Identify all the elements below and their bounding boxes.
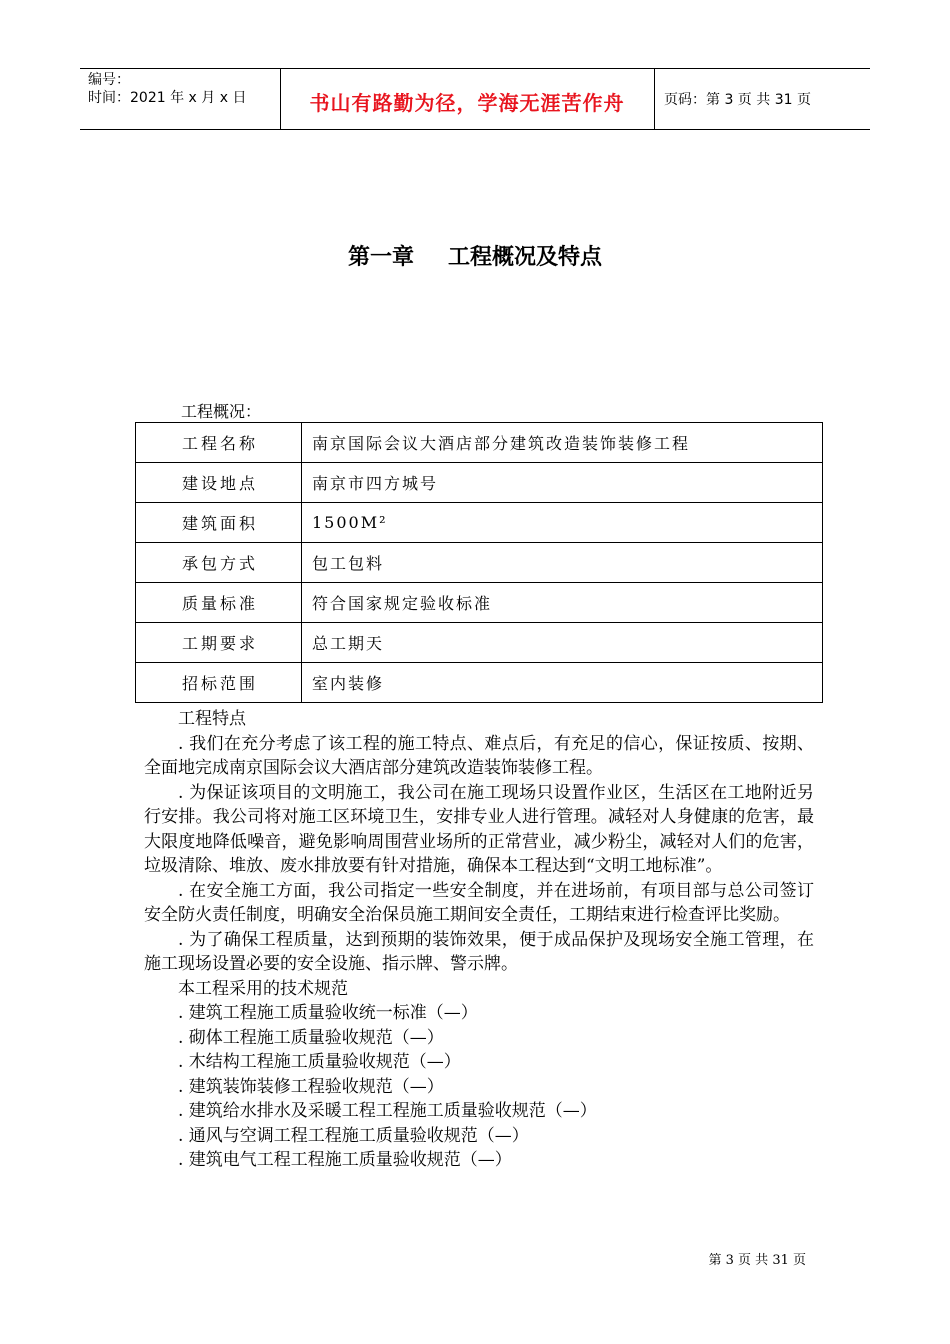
feature-paragraph: . 在安全施工方面，我公司指定一些安全制度，并在进场前，有项目部与总公司签订安全防火责任制度，明确安全治保员施工期间安全责任，工期结束进行检查评比奖励。	[144, 880, 814, 925]
table-value-cell: 南京国际会议大酒店部分建筑改造装饰装修工程	[302, 423, 823, 463]
table-value-cell: 包工包料	[302, 543, 823, 583]
spec-item: . 通风与空调工程工程施工质量验收规范（—）	[178, 1125, 529, 1146]
table-row	[136, 543, 823, 583]
table-row	[136, 463, 823, 503]
table-value-cell: 1500M²	[302, 503, 823, 543]
page-footer: 第 3 页 共 31 页	[708, 1253, 806, 1268]
feature-paragraphs	[144, 732, 814, 977]
table-key-cell: 承包方式	[136, 543, 302, 583]
header-motto: 书山有路勤为径，学海无涯苦作舟	[309, 91, 625, 115]
table-row	[136, 663, 823, 703]
table-row	[136, 503, 823, 543]
feature-paragraph: . 为了确保工程质量，达到预期的装饰效果，便于成品保护及现场安全施工管理，在施工现场设置必要的安全设施、指示牌、警示牌。	[144, 929, 814, 974]
table-key-cell: 工期要求	[136, 623, 302, 663]
body-text	[144, 707, 814, 1173]
header-page-info: 页码：第 3 页 共 31 页	[664, 92, 811, 108]
table-value-cell: 符合国家规定验收标准	[302, 583, 823, 623]
page-header	[80, 68, 870, 130]
table-row	[136, 583, 823, 623]
header-number-label: 编号：	[88, 72, 130, 88]
header-divider	[654, 69, 655, 129]
table-value-cell: 室内装修	[302, 663, 823, 703]
spec-list	[144, 1001, 814, 1173]
table-row	[136, 623, 823, 663]
features-label: 工程特点	[178, 709, 246, 729]
table-row	[136, 423, 823, 463]
table-value-cell: 总工期天	[302, 623, 823, 663]
spec-item: . 建筑给水排水及采暖工程工程施工质量验收规范（—）	[178, 1101, 597, 1121]
table-key-cell: 建筑面积	[136, 503, 302, 543]
table-key-cell: 招标范围	[136, 663, 302, 703]
spec-item: . 建筑装饰装修工程验收规范（—）	[178, 1076, 444, 1097]
project-info-table	[135, 422, 823, 703]
table-key-cell: 建设地点	[136, 463, 302, 503]
feature-paragraph: . 我们在充分考虑了该工程的施工特点、难点后，有充足的信心，保证按质、按期、全面地完成南京国际会议大酒店部分建筑改造装饰装修工程。	[144, 733, 814, 778]
overview-label: 工程概况：	[181, 402, 262, 421]
spec-item: . 砌体工程施工质量验收规范（—）	[178, 1027, 444, 1048]
spec-item: . 木结构工程施工质量验收规范（—）	[178, 1052, 461, 1072]
chapter-number: 第一章	[347, 245, 414, 270]
table-key-cell: 工程名称	[136, 423, 302, 463]
spec-title: 本工程采用的技术规范	[178, 978, 348, 999]
spec-item: . 建筑电气工程工程施工质量验收规范（—）	[178, 1150, 512, 1170]
feature-paragraph: . 为保证该项目的文明施工，我公司在施工现场只设置作业区，生活区在工地附近另行安排。我公司将对施工区环境卫生，安排专业人进行管理。减轻对人身健康的危害，最大限度地降低噪音，避免影响周围营业场所的正常营业，减少粉尘，减轻对人们的危害，垃圾清除、堆放、废水排放要有针对措施，确保本工程达到“文明工地标准”。	[144, 782, 814, 876]
spec-item: . 建筑工程施工质量验收统一标准（—）	[178, 1003, 478, 1023]
table-key-cell: 质量标准	[136, 583, 302, 623]
header-meta	[88, 71, 246, 107]
chapter-title	[0, 240, 950, 271]
table-value-cell: 南京市四方城号	[302, 463, 823, 503]
chapter-heading: 工程概况及特点	[448, 245, 603, 270]
header-time-label: 时间：2021 年 x 月 x 日	[88, 90, 247, 106]
